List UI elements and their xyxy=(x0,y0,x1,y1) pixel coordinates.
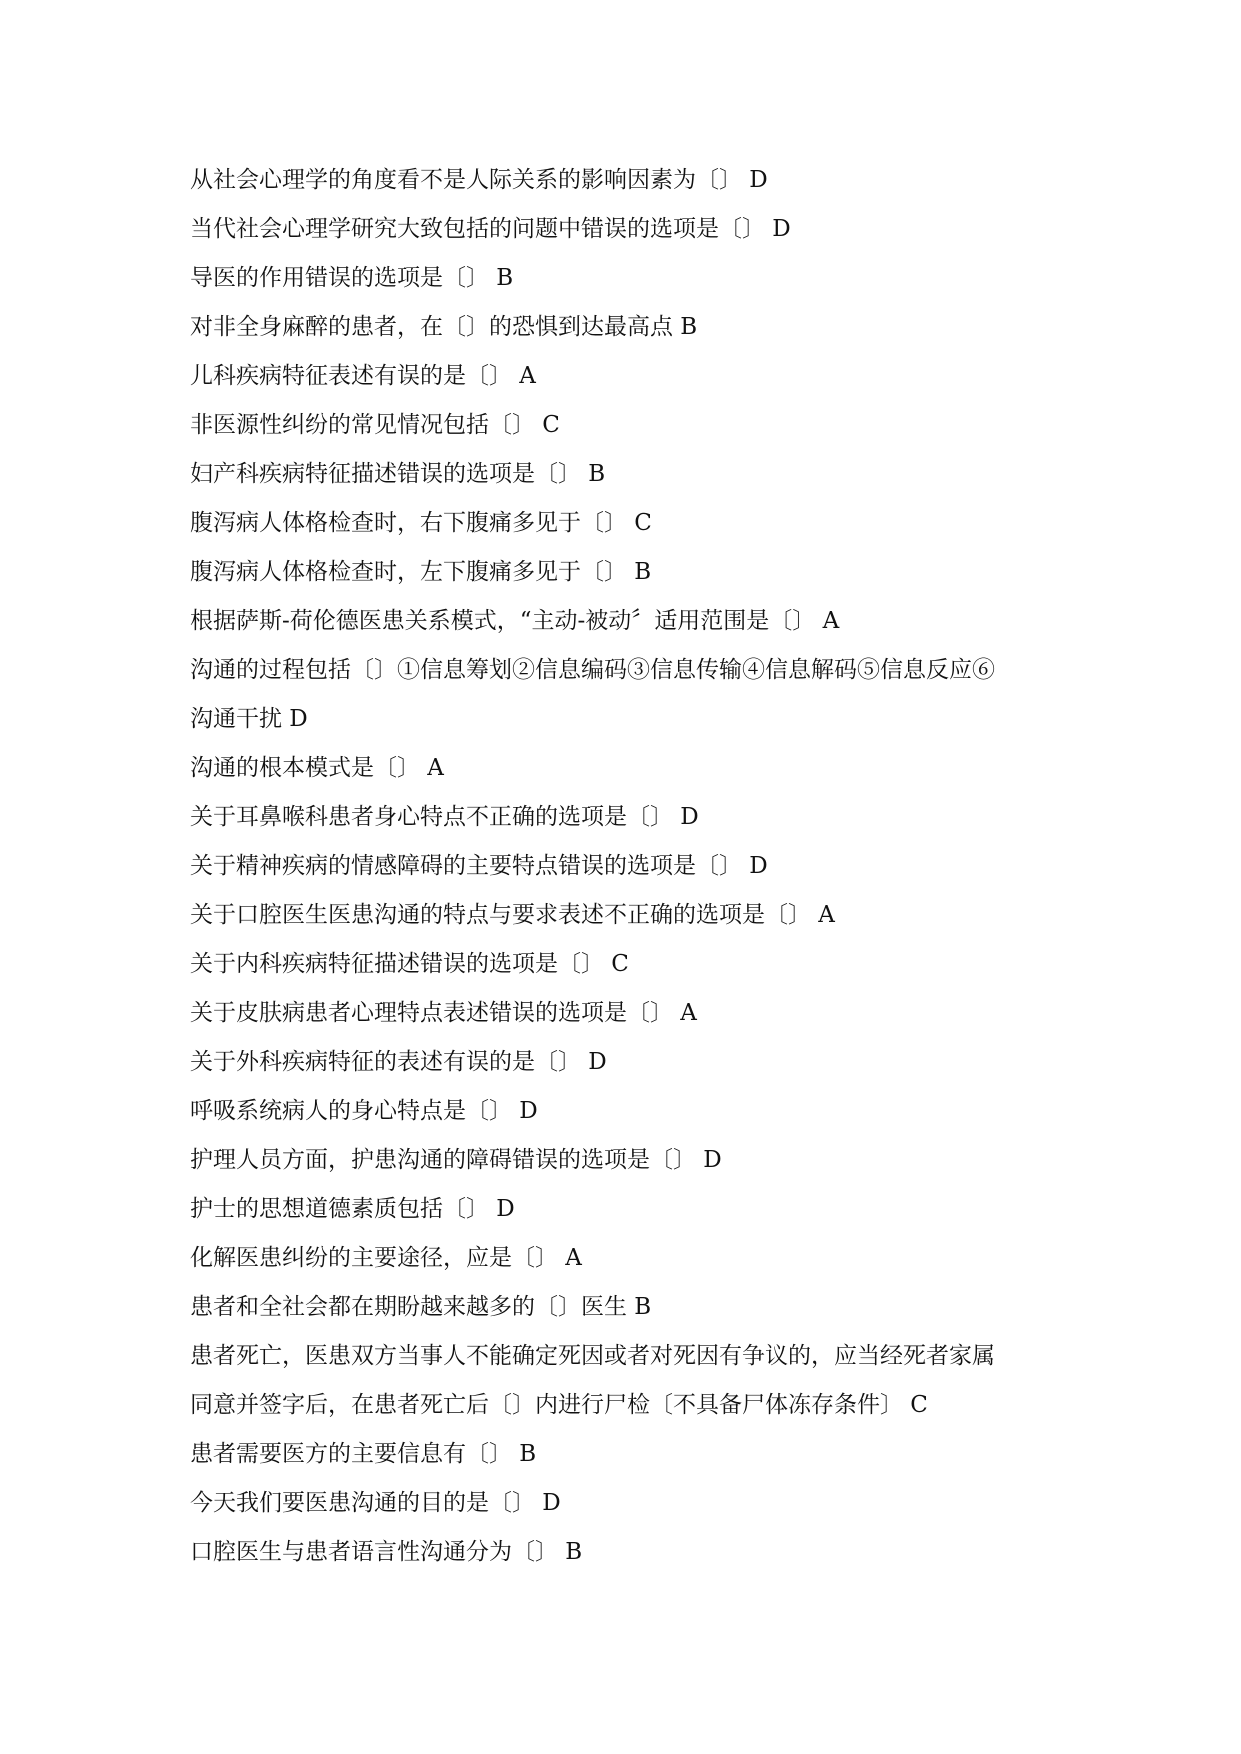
text-line: 腹泻病人体格检查时，右下腹痛多见于〔〕 C xyxy=(190,510,652,536)
question-list xyxy=(190,156,1090,1577)
text-line: 呼吸系统病人的身心特点是〔〕 D xyxy=(190,1098,538,1124)
text-line: 腹泻病人体格检查时，左下腹痛多见于〔〕 B xyxy=(190,559,652,585)
text-line: 关于精神疾病的情感障碍的主要特点错误的选项是〔〕 D xyxy=(190,853,768,879)
text-line: 患者死亡，医患双方当事人不能确定死因或者对死因有争议的，应当经死者家属 xyxy=(190,1343,995,1369)
text-line: 非医源性纠纷的常见情况包括〔〕 C xyxy=(190,412,560,438)
text-line: 关于口腔医生医患沟通的特点与要求表述不正确的选项是〔〕 A xyxy=(190,902,835,928)
text-line: 沟通干扰 D xyxy=(190,706,308,732)
text-line: 当代社会心理学研究大致包括的问题中错误的选项是〔〕 D xyxy=(190,216,791,242)
text-line: 导医的作用错误的选项是〔〕 B xyxy=(190,265,514,291)
text-line: 根据萨斯-荷伦德医患关系模式，“主动-被动〞适用范围是〔〕 A xyxy=(190,608,840,634)
text-line: 同意并签字后，在患者死亡后〔〕内进行尸检〔不具备尸体冻存条件〕 C xyxy=(190,1392,928,1418)
text-line: 患者需要医方的主要信息有〔〕 B xyxy=(190,1441,537,1467)
text-line: 沟通的根本模式是〔〕 A xyxy=(190,755,444,781)
text-line: 关于内科疾病特征描述错误的选项是〔〕 C xyxy=(190,951,629,977)
text-line: 沟通的过程包括〔〕①信息筹划②信息编码③信息传输④信息解码⑤信息反应⑥ xyxy=(190,657,995,683)
text-line: 化解医患纠纷的主要途径，应是〔〕 A xyxy=(190,1245,582,1271)
text-line: 关于耳鼻喉科患者身心特点不正确的选项是〔〕 D xyxy=(190,804,699,830)
text-line: 口腔医生与患者语言性沟通分为〔〕 B xyxy=(190,1539,583,1565)
text-line: 今天我们要医患沟通的目的是〔〕 D xyxy=(190,1490,561,1516)
text-line: 护士的思想道德素质包括〔〕 D xyxy=(190,1196,515,1222)
text-line: 患者和全社会都在期盼越来越多的〔〕医生 B xyxy=(190,1294,652,1320)
text-line: 关于外科疾病特征的表述有误的是〔〕 D xyxy=(190,1049,607,1075)
text-line: 妇产科疾病特征描述错误的选项是〔〕 B xyxy=(190,461,606,487)
text-line: 护理人员方面，护患沟通的障碍错误的选项是〔〕 D xyxy=(190,1147,722,1173)
text-line: 儿科疾病特征表述有误的是〔〕 A xyxy=(190,363,536,389)
text-line: 关于皮肤病患者心理特点表述错误的选项是〔〕 A xyxy=(190,1000,697,1026)
text-line: 从社会心理学的角度看不是人际关系的影响因素为〔〕 D xyxy=(190,167,768,193)
text-line: 对非全身麻醉的患者，在〔〕的恐惧到达最高点 B xyxy=(190,314,698,340)
